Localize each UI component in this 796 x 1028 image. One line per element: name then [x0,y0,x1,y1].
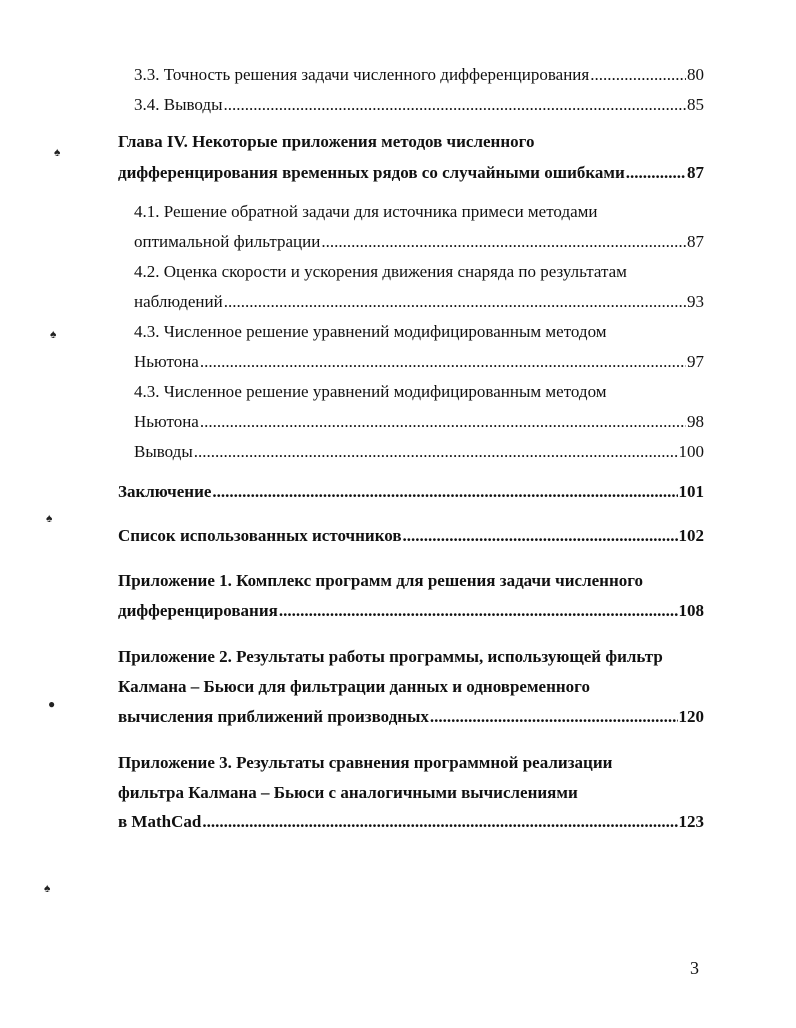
binding-hole-mark: ● [48,697,56,711]
toc-entry-4-3b[interactable] [134,411,704,433]
toc-entry-title-line1: 4.3. Численное решение уравнений модифицированным методом [134,322,607,341]
toc-entry-title: Ньютона [134,412,199,431]
toc-entry-title: Выводы [134,442,193,461]
toc-entry-title-line1: 4.1. Решение обратной задачи для источника примеси методами [134,202,598,221]
dot-leader [202,811,677,833]
toc-appendix-2[interactable] [118,706,704,728]
toc-entry-title: оптимальной фильтрации [134,232,321,251]
dot-leader [224,94,686,116]
dot-leader [430,706,678,728]
toc-entry-page: 87 [687,163,704,182]
toc-entry-title: Список использованных источников [118,526,402,545]
dot-leader [200,411,686,433]
toc-entry-title-line1: Приложение 2. Результаты работы программы, использующей фильтр [118,647,663,666]
toc-entry-page: 101 [678,482,704,501]
toc-entry-4-2[interactable] [134,291,704,313]
toc-entry-conclusions-4[interactable] [134,441,704,463]
dot-leader [194,441,678,463]
toc-entry-page: 108 [678,601,704,620]
toc-entry-title: Заключение [118,482,212,501]
toc-entry-title: вычисления приближений производных [118,707,429,726]
toc-entry-page: 85 [687,95,704,114]
dot-leader [279,600,678,622]
toc-entry-4-1-line1 [134,201,598,223]
toc-entry-4-2-line1 [134,261,627,283]
toc-entry-4-3a[interactable] [134,351,704,373]
toc-entry-page: 93 [687,292,704,311]
dot-leader [212,481,677,503]
dot-leader [590,64,686,86]
toc-entry-page: 98 [687,412,704,431]
toc-entry-page: 100 [678,442,704,461]
dot-leader [403,525,678,547]
toc-appendix-3-line2 [118,782,578,804]
toc-entry-references[interactable] [118,525,704,547]
binding-hole-mark: ♠ [46,511,53,525]
toc-chapter-4-line1 [118,131,534,153]
toc-appendix-2-line1 [118,646,663,668]
toc-entry-page: 87 [687,232,704,251]
toc-entry-page: 120 [678,707,704,726]
toc-chapter-4[interactable] [118,162,704,184]
toc-entry-conclusion[interactable] [118,481,704,503]
toc-appendix-1[interactable] [118,600,704,622]
toc-entry-title: наблюдений [134,292,223,311]
toc-entry-title-line1: Приложение 3. Результаты сравнения программной реализации [118,753,613,772]
toc-entry-4-1[interactable] [134,231,704,253]
toc-entry-title-line1: 4.2. Оценка скорости и ускорения движения снаряда по результатам [134,262,627,281]
dot-leader [626,162,686,184]
toc-entry-page: 97 [687,352,704,371]
toc-entry-title-line2: Калмана – Бьюси для фильтрации данных и одновременного [118,677,590,696]
toc-entry-page: 80 [687,65,704,84]
toc-entry-title: дифференцирования [118,601,278,620]
toc-entry-title-line1: Приложение 1. Комплекс программ для решения задачи численного [118,571,644,590]
toc-entry-title: 3.3. Точность решения задачи численного дифференцирования [134,65,590,84]
toc-entry-3-3[interactable] [134,64,704,86]
toc-entry-page: 123 [678,812,704,831]
binding-hole-mark: ♠ [50,327,57,341]
toc-entry-page: 102 [678,526,704,545]
toc-appendix-1-line1 [118,570,643,592]
dot-leader [200,351,686,373]
toc-entry-4-3b-line1 [134,381,607,403]
toc-appendix-3-line1 [118,752,612,774]
toc-entry-title-line1: 4.3. Численное решение уравнений модифицированным методом [134,382,607,401]
toc-entry-title-line2: фильтра Калмана – Бьюси с аналогичными вычислениями [118,783,578,802]
binding-hole-mark: ♠ [44,881,51,895]
toc-appendix-2-line2 [118,676,590,698]
toc-entry-title: Ньютона [134,352,199,371]
toc-entry-title: в MathCad [118,812,202,831]
dot-leader [224,291,686,313]
toc-entry-3-4[interactable] [134,94,704,116]
toc-entry-title-line1: Глава IV. Некоторые приложения методов численного [118,132,535,151]
toc-appendix-3[interactable] [118,811,704,833]
page-number: 3 [690,958,699,978]
dot-leader [321,231,686,253]
toc-entry-title: 3.4. Выводы [134,95,223,114]
toc-entry-title: дифференцирования временных рядов со случайными ошибками [118,163,625,182]
binding-hole-mark: ♠ [54,145,61,159]
toc-entry-4-3a-line1 [134,321,607,343]
